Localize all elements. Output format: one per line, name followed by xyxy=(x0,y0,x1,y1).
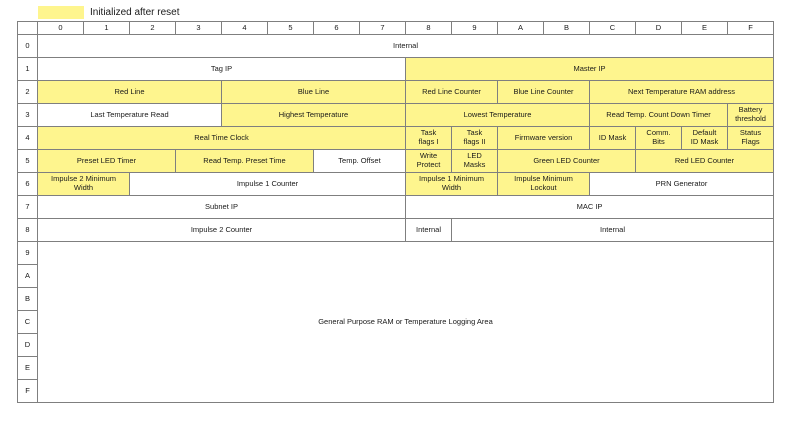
register-cell: PRN Generator xyxy=(590,173,774,196)
column-header: 6 xyxy=(314,22,360,35)
register-cell: LED Masks xyxy=(452,150,498,173)
row-header: 8 xyxy=(18,219,38,242)
register-cell: Master IP xyxy=(406,58,774,81)
column-header: D xyxy=(636,22,682,35)
row-header: 5 xyxy=(18,150,38,173)
column-header: 8 xyxy=(406,22,452,35)
column-header-row xyxy=(18,22,774,35)
register-cell: Last Temperature Read xyxy=(38,104,222,127)
register-cell: Real Time Clock xyxy=(38,127,406,150)
register-cell: Lowest Temperature xyxy=(406,104,590,127)
register-cell: Tag IP xyxy=(38,58,406,81)
register-cell: Red Line xyxy=(38,81,222,104)
column-header: C xyxy=(590,22,636,35)
legend-label: Initialized after reset xyxy=(90,7,180,18)
column-header: E xyxy=(682,22,728,35)
row-header: E xyxy=(18,357,38,380)
register-cell: Impulse Minimum Lockout xyxy=(498,173,590,196)
register-row xyxy=(18,196,774,219)
row-header: D xyxy=(18,334,38,357)
register-cell: Green LED Counter xyxy=(498,150,636,173)
column-header: 1 xyxy=(84,22,130,35)
register-row xyxy=(18,150,774,173)
register-cell: Impulse 1 Counter xyxy=(130,173,406,196)
row-header: 2 xyxy=(18,81,38,104)
column-header: A xyxy=(498,22,544,35)
register-cell: Blue Line xyxy=(222,81,406,104)
register-cell: Preset LED Timer xyxy=(38,150,176,173)
register-cell: Next Temperature RAM address xyxy=(590,81,774,104)
row-header: 4 xyxy=(18,127,38,150)
register-cell: Read Temp. Count Down Timer xyxy=(590,104,728,127)
memory-map-table xyxy=(17,21,774,403)
register-cell: Red LED Counter xyxy=(636,150,774,173)
register-row xyxy=(18,81,774,104)
register-cell: Subnet IP xyxy=(38,196,406,219)
register-row xyxy=(18,58,774,81)
column-header: 0 xyxy=(38,22,84,35)
register-row xyxy=(18,127,774,150)
register-row xyxy=(18,219,774,242)
register-cell: Blue Line Counter xyxy=(498,81,590,104)
register-cell: Temp. Offset xyxy=(314,150,406,173)
row-header: 1 xyxy=(18,58,38,81)
row-header: 7 xyxy=(18,196,38,219)
register-cell: Impulse 2 Minimum Width xyxy=(38,173,130,196)
row-header: C xyxy=(18,311,38,334)
column-header: F xyxy=(728,22,774,35)
register-cell: Internal xyxy=(452,219,774,242)
column-header: 7 xyxy=(360,22,406,35)
row-header: A xyxy=(18,265,38,288)
register-row xyxy=(18,242,774,265)
register-cell: Default ID Mask xyxy=(682,127,728,150)
row-header: 9 xyxy=(18,242,38,265)
column-header: 3 xyxy=(176,22,222,35)
register-cell: Impulse 2 Counter xyxy=(38,219,406,242)
legend-swatch xyxy=(38,6,84,19)
column-header: B xyxy=(544,22,590,35)
column-header: 9 xyxy=(452,22,498,35)
register-row xyxy=(18,173,774,196)
register-row xyxy=(18,35,774,58)
row-header: 0 xyxy=(18,35,38,58)
register-cell: Read Temp. Preset Time xyxy=(176,150,314,173)
register-cell: Task flags I xyxy=(406,127,452,150)
column-header: 5 xyxy=(268,22,314,35)
register-cell: Impulse 1 Minimum Width xyxy=(406,173,498,196)
register-cell: Internal xyxy=(406,219,452,242)
register-cell: MAC IP xyxy=(406,196,774,219)
row-header: B xyxy=(18,288,38,311)
general-purpose-ram-area: General Purpose RAM or Temperature Logging Area xyxy=(38,242,774,403)
column-header: 4 xyxy=(222,22,268,35)
register-cell: Status Flags xyxy=(728,127,774,150)
register-cell: Write Protect xyxy=(406,150,452,173)
memory-map-body xyxy=(18,22,774,403)
register-cell: Task flags II xyxy=(452,127,498,150)
register-cell: ID Mask xyxy=(590,127,636,150)
column-header: 2 xyxy=(130,22,176,35)
register-cell: Red Line Counter xyxy=(406,81,498,104)
row-header: 3 xyxy=(18,104,38,127)
register-cell: Highest Temperature xyxy=(222,104,406,127)
row-header: F xyxy=(18,380,38,403)
register-row xyxy=(18,104,774,127)
corner-cell xyxy=(18,22,38,35)
row-header: 6 xyxy=(18,173,38,196)
register-cell: Comm. Bits xyxy=(636,127,682,150)
register-cell: Internal xyxy=(38,35,774,58)
register-cell: Battery threshold xyxy=(728,104,774,127)
register-cell: Firmware version xyxy=(498,127,590,150)
